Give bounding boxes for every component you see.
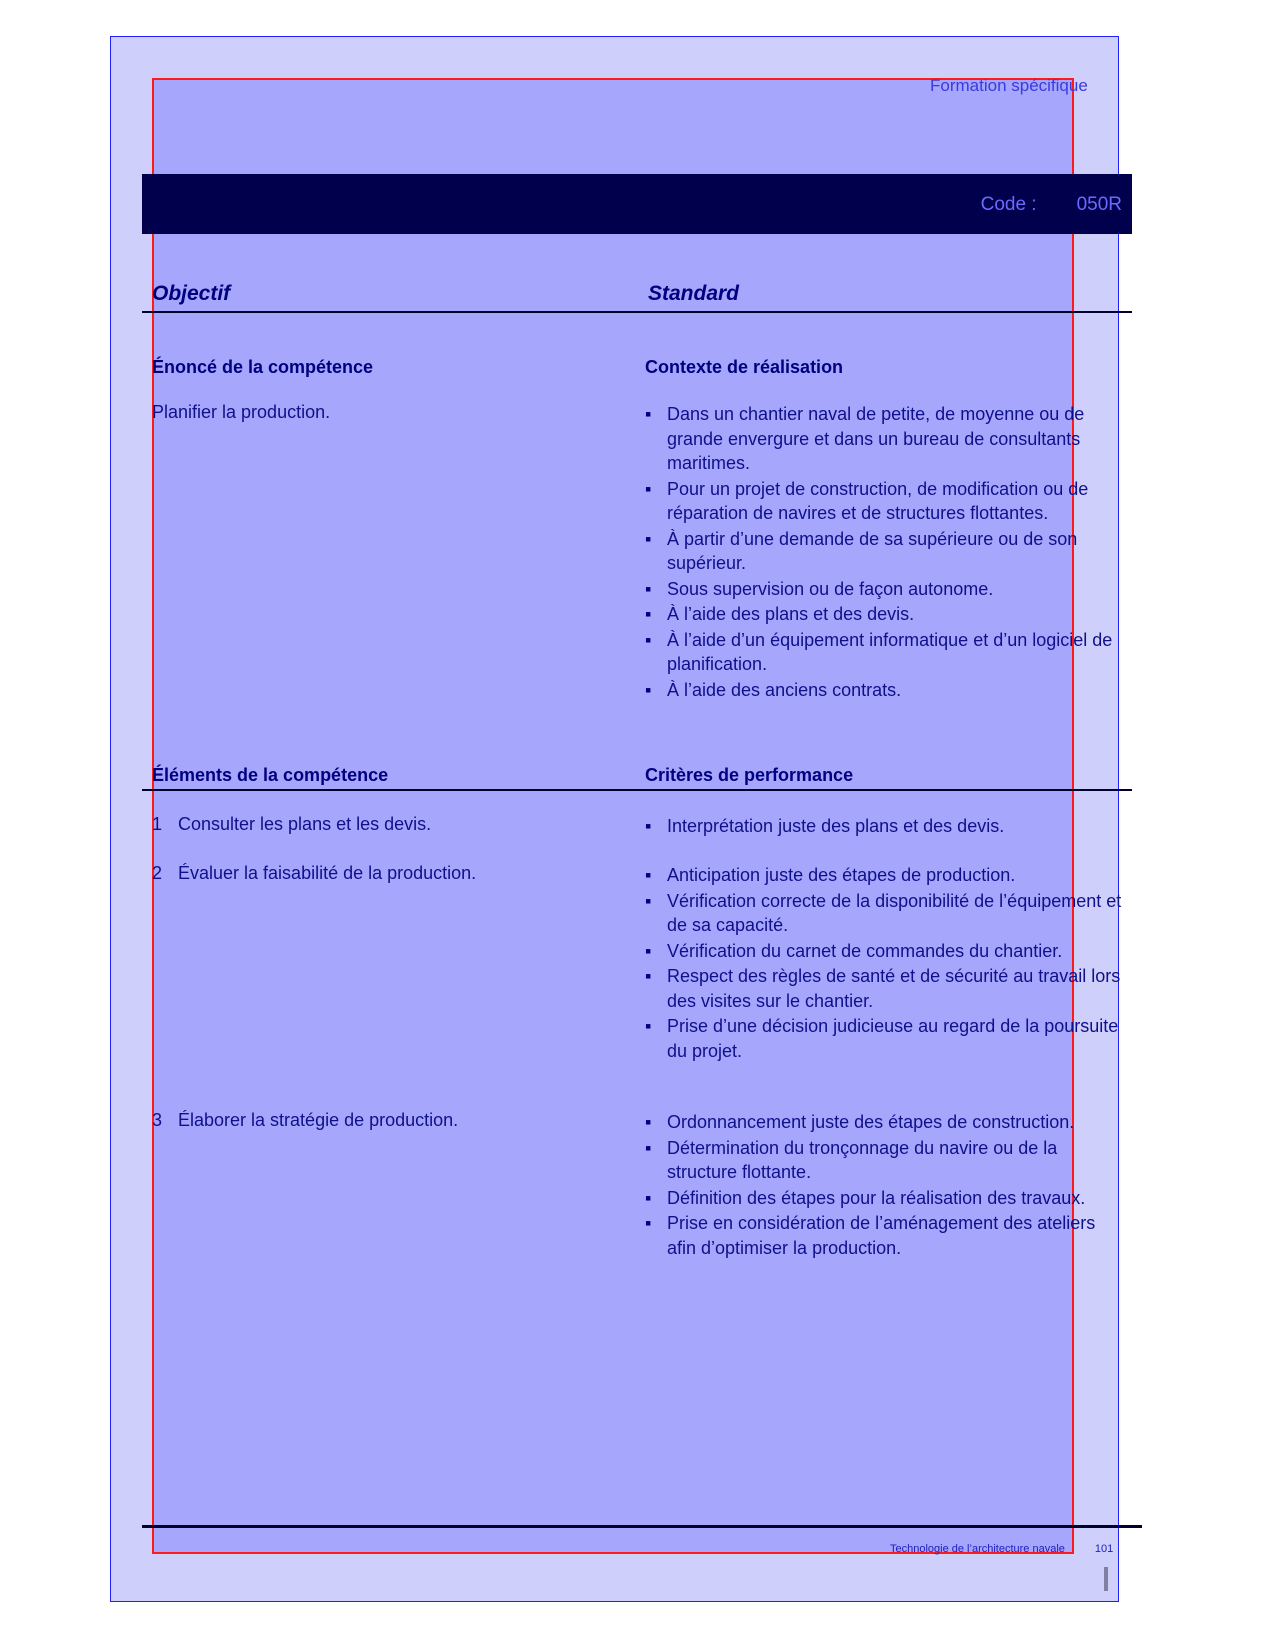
element-3 [152, 1110, 458, 1131]
page-edge-mark [1104, 1567, 1108, 1591]
footer [890, 1543, 1113, 1555]
heading-rule [142, 311, 1132, 313]
list-item: ▪ Ordonnancement juste des étapes de construction. [645, 1110, 1125, 1135]
statement-heading: Énoncé de la compétence [152, 357, 374, 377]
list-item: ▪ Vérification du carnet de commandes du chantier. [645, 939, 1125, 964]
criteria-list-3 [645, 1110, 1125, 1261]
list-item: ▪ À partir d’une demande de sa supérieure ou de son supérieur. [645, 527, 1125, 576]
code-block [981, 194, 1122, 216]
competence-statement: Planifier la production. [152, 402, 331, 422]
list-item: ▪ À l’aide des anciens contrats. [645, 678, 1125, 703]
page-number: 101 [1094, 1543, 1114, 1555]
criteria-list-1 [645, 814, 1125, 840]
list-item: ▪ Sous supervision ou de façon autonome. [645, 577, 1125, 602]
code-value: 050R [1076, 194, 1122, 215]
list-item: ▪ Définition des étapes pour la réalisation des travaux. [645, 1186, 1125, 1211]
formation-label: Formation spécifique [930, 76, 1088, 95]
list-item: ▪ Interprétation juste des plans et des devis. [645, 814, 1125, 839]
list-item: ▪ Anticipation juste des étapes de production. [645, 863, 1125, 888]
list-item: ▪ Vérification correcte de la disponibilité de l’équipement et de sa capacité. [645, 889, 1125, 938]
standard-heading: Standard [648, 282, 740, 305]
criteria-heading: Critères de performance [645, 765, 854, 785]
list-item: ▪ Respect des règles de santé et de sécurité au travail lors des visites sur le chantier. [645, 964, 1125, 1013]
list-item: ▪ À l’aide d’un équipement informatique et d’un logiciel de planification. [645, 628, 1125, 677]
element-1 [152, 814, 431, 835]
footer-program: Technologie de l’architecture navale [890, 1543, 1065, 1555]
objective-heading: Objectif [152, 282, 231, 305]
list-item: ▪ Pour un projet de construction, de modification ou de réparation de navires et de structures flottantes. [645, 477, 1125, 526]
element-number: 1 [152, 814, 163, 834]
list-item: ▪ Prise d’une décision judicieuse au regard de la poursuite du projet. [645, 1014, 1125, 1063]
context-list [645, 402, 1125, 703]
element-2 [152, 863, 476, 884]
element-text: Évaluer la faisabilité de la production. [178, 863, 477, 883]
list-item: ▪ Détermination du tronçonnage du navire ou de la structure flottante. [645, 1136, 1125, 1185]
list-item: ▪ Prise en considération de l’aménagement des ateliers afin d’optimiser la production. [645, 1211, 1125, 1260]
code-label: Code : [980, 194, 1037, 215]
footer-rule [142, 1525, 1142, 1528]
element-text: Élaborer la stratégie de production. [178, 1110, 459, 1130]
element-number: 3 [152, 1110, 163, 1130]
section-rule [142, 789, 1132, 791]
list-item: ▪ À l’aide des plans et des devis. [645, 602, 1125, 627]
element-number: 2 [152, 863, 163, 883]
context-heading: Contexte de réalisation [645, 357, 844, 377]
title-bar [142, 174, 1132, 234]
list-item: ▪ Dans un chantier naval de petite, de moyenne ou de grande envergure et dans un bureau de consultants maritimes. [645, 402, 1125, 476]
criteria-list-2 [645, 863, 1125, 1064]
elements-heading: Éléments de la compétence [152, 765, 389, 785]
element-text: Consulter les plans et les devis. [178, 814, 432, 834]
